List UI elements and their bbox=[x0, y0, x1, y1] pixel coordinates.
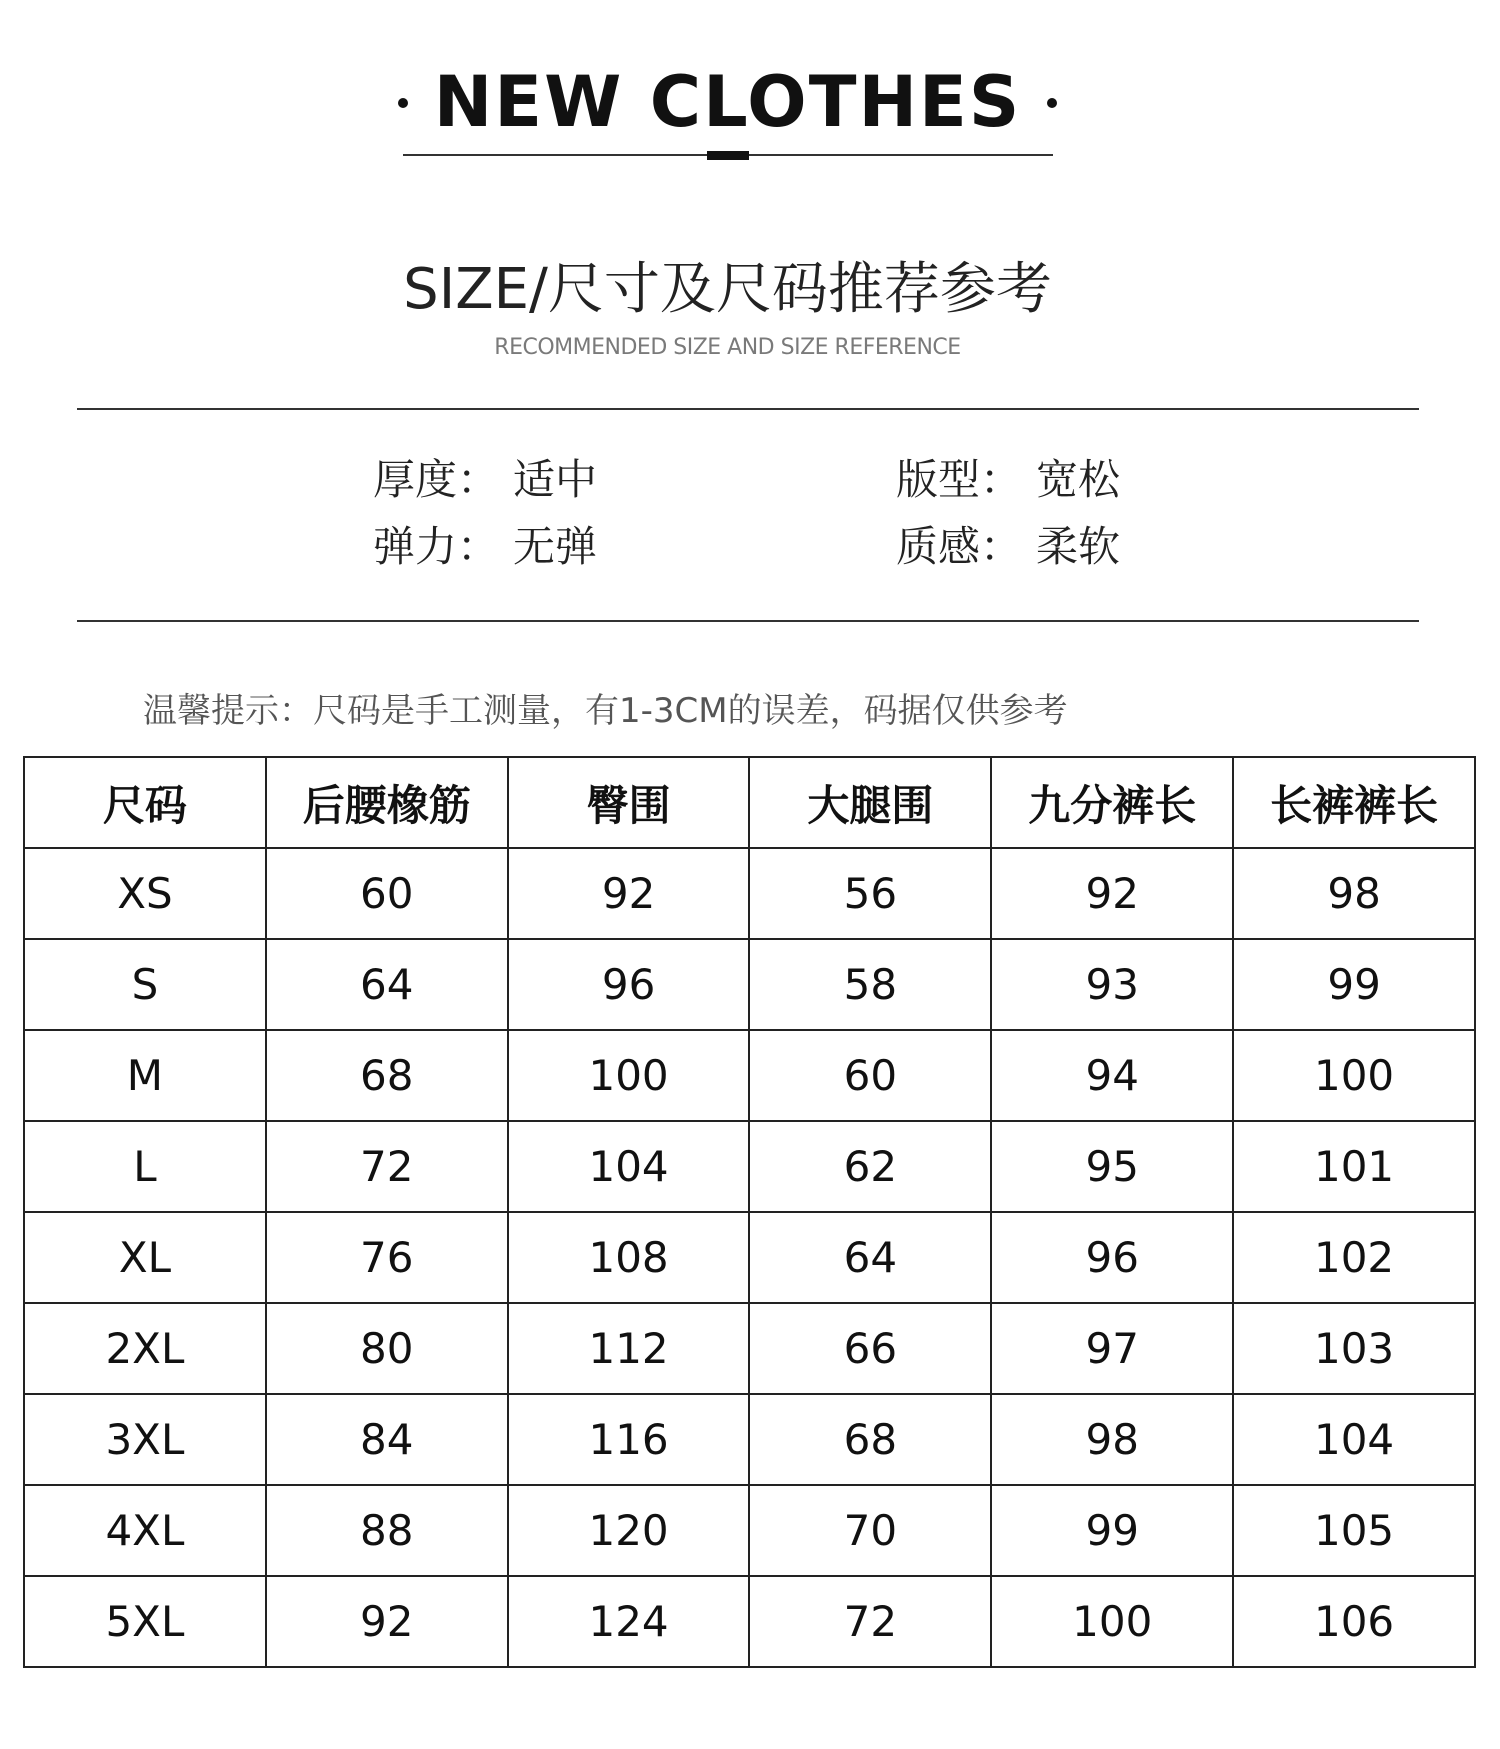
attr-thickness bbox=[373, 452, 597, 508]
cell-full-length: 102 bbox=[1233, 1212, 1475, 1303]
cell-cropped-length: 94 bbox=[991, 1030, 1233, 1121]
cell-thigh: 68 bbox=[749, 1394, 991, 1485]
header-waist-elastic: 后腰橡筋 bbox=[266, 757, 508, 848]
cell-cropped-length: 92 bbox=[991, 848, 1233, 939]
attr-texture-label: 质感： bbox=[896, 522, 1023, 571]
attr-fit-label: 版型： bbox=[896, 455, 1023, 504]
table-row bbox=[24, 1394, 1475, 1485]
cell-size: S bbox=[24, 939, 266, 1030]
page-title: SIZE/尺寸及尺码推荐参考 bbox=[403, 257, 1052, 322]
cell-thigh: 62 bbox=[749, 1121, 991, 1212]
cell-size: 3XL bbox=[24, 1394, 266, 1485]
cell-hip: 92 bbox=[508, 848, 750, 939]
cell-size: 5XL bbox=[24, 1576, 266, 1667]
cell-waist-elastic: 84 bbox=[266, 1394, 508, 1485]
cell-cropped-length: 93 bbox=[991, 939, 1233, 1030]
cell-waist-elastic: 80 bbox=[266, 1303, 508, 1394]
attr-fit bbox=[896, 452, 1120, 508]
table-body bbox=[24, 848, 1475, 1667]
attr-elasticity-label: 弹力： bbox=[373, 522, 500, 571]
page-subtitle: RECOMMENDED SIZE AND SIZE REFERENCE bbox=[494, 335, 961, 360]
divider-bottom bbox=[77, 620, 1419, 622]
cell-size: 4XL bbox=[24, 1485, 266, 1576]
header-thigh: 大腿围 bbox=[749, 757, 991, 848]
cell-full-length: 98 bbox=[1233, 848, 1475, 939]
cell-waist-elastic: 60 bbox=[266, 848, 508, 939]
cell-full-length: 105 bbox=[1233, 1485, 1475, 1576]
cell-waist-elastic: 76 bbox=[266, 1212, 508, 1303]
cell-thigh: 58 bbox=[749, 939, 991, 1030]
brand-heading bbox=[0, 62, 1455, 142]
table-row bbox=[24, 1485, 1475, 1576]
cell-waist-elastic: 92 bbox=[266, 1576, 508, 1667]
cell-cropped-length: 100 bbox=[991, 1576, 1233, 1667]
cell-waist-elastic: 64 bbox=[266, 939, 508, 1030]
attr-thickness-value: 适中 bbox=[513, 455, 598, 504]
cell-full-length: 106 bbox=[1233, 1576, 1475, 1667]
attr-texture bbox=[896, 519, 1120, 575]
cell-waist-elastic: 68 bbox=[266, 1030, 508, 1121]
cell-full-length: 101 bbox=[1233, 1121, 1475, 1212]
header-hip: 臀围 bbox=[508, 757, 750, 848]
cell-hip: 112 bbox=[508, 1303, 750, 1394]
cell-hip: 104 bbox=[508, 1121, 750, 1212]
cell-size: XL bbox=[24, 1212, 266, 1303]
cell-waist-elastic: 72 bbox=[266, 1121, 508, 1212]
cell-hip: 108 bbox=[508, 1212, 750, 1303]
cell-waist-elastic: 88 bbox=[266, 1485, 508, 1576]
cell-thigh: 60 bbox=[749, 1030, 991, 1121]
table-row bbox=[24, 1303, 1475, 1394]
cell-full-length: 103 bbox=[1233, 1303, 1475, 1394]
attr-elasticity-value: 无弹 bbox=[513, 522, 598, 571]
bullet-dot-right bbox=[1047, 98, 1057, 108]
attr-fit-value: 宽松 bbox=[1036, 455, 1121, 504]
attr-thickness-label: 厚度： bbox=[373, 455, 500, 504]
cell-full-length: 100 bbox=[1233, 1030, 1475, 1121]
size-table bbox=[23, 756, 1476, 1668]
cell-thigh: 70 bbox=[749, 1485, 991, 1576]
cell-size: L bbox=[24, 1121, 266, 1212]
cell-thigh: 64 bbox=[749, 1212, 991, 1303]
cell-hip: 120 bbox=[508, 1485, 750, 1576]
cell-cropped-length: 98 bbox=[991, 1394, 1233, 1485]
table-row bbox=[24, 939, 1475, 1030]
cell-full-length: 99 bbox=[1233, 939, 1475, 1030]
header-size: 尺码 bbox=[24, 757, 266, 848]
cell-hip: 100 bbox=[508, 1030, 750, 1121]
header-cropped-length: 九分裤长 bbox=[991, 757, 1233, 848]
cell-full-length: 104 bbox=[1233, 1394, 1475, 1485]
cell-cropped-length: 96 bbox=[991, 1212, 1233, 1303]
table-row bbox=[24, 1121, 1475, 1212]
attr-elasticity bbox=[373, 519, 597, 575]
cell-thigh: 66 bbox=[749, 1303, 991, 1394]
cell-cropped-length: 97 bbox=[991, 1303, 1233, 1394]
cell-thigh: 72 bbox=[749, 1576, 991, 1667]
measurement-notice: 温馨提示：尺码是手工测量，有1-3CM的误差，码据仅供参考 bbox=[143, 691, 1068, 731]
cell-hip: 96 bbox=[508, 939, 750, 1030]
cell-cropped-length: 99 bbox=[991, 1485, 1233, 1576]
table-header-row bbox=[24, 757, 1475, 848]
cell-thigh: 56 bbox=[749, 848, 991, 939]
cell-size: 2XL bbox=[24, 1303, 266, 1394]
cell-size: XS bbox=[24, 848, 266, 939]
cell-cropped-length: 95 bbox=[991, 1121, 1233, 1212]
table-row bbox=[24, 1576, 1475, 1667]
cell-hip: 124 bbox=[508, 1576, 750, 1667]
header-full-length: 长裤裤长 bbox=[1233, 757, 1475, 848]
attr-texture-value: 柔软 bbox=[1036, 522, 1121, 571]
table-row bbox=[24, 848, 1475, 939]
cell-hip: 116 bbox=[508, 1394, 750, 1485]
table-row bbox=[24, 1030, 1475, 1121]
brand-text: NEW CLOTHES bbox=[433, 61, 1022, 143]
divider-top bbox=[77, 408, 1419, 410]
cell-size: M bbox=[24, 1030, 266, 1121]
table-row bbox=[24, 1212, 1475, 1303]
brand-underline-tab bbox=[707, 151, 749, 160]
bullet-dot-left bbox=[398, 98, 408, 108]
